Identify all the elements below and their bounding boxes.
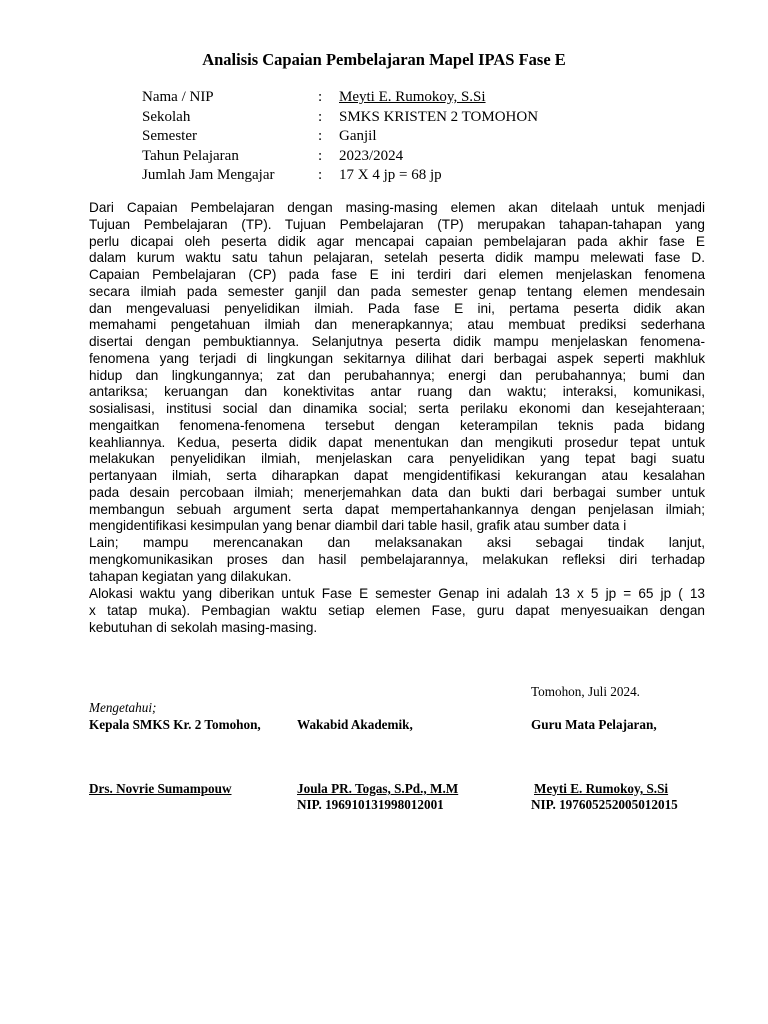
- info-value: 2023/2024: [339, 147, 404, 164]
- paragraph-line: x tatap muka). Pembagian waktu setiap elemen Fase, guru dapat menyesuaikan dengan: [89, 602, 705, 618]
- paragraph-line: sosialisasi, institusi social dan dinamika social; serta perilaku ekonomi dan kesejahteraan;: [89, 401, 705, 416]
- paragraph-line: perlu dicapai oleh peserta didik agar mencapai capaian pembelajaran pada akhir fase E: [89, 233, 705, 249]
- info-colon: :: [318, 108, 323, 125]
- signature-date: Tomohon, Juli 2024.: [531, 684, 640, 699]
- paragraph-line: keahliannya. Kedua, peserta didik dapat menentukan dan mengikuti prosedur tepat untuk: [89, 434, 705, 450]
- paragraph-line: Tujuan Pembelajaran (TP). Tujuan Pembelajaran (TP) merupakan tahapan-tahapan yang: [89, 216, 705, 232]
- info-label: Nama / NIP: [142, 89, 214, 105]
- paragraph-line: memahami pengetahuan ilmiah dan menerapkannya; atau membuat prediksi sederhana: [89, 317, 705, 333]
- info-row-jumlah-jam: [142, 166, 538, 186]
- guru-name: Meyti E. Rumokoy, S.Si: [534, 781, 669, 796]
- info-label: Semester: [142, 128, 197, 144]
- paragraph-line: secara ilmiah pada semester ganjil dan pada semester genap tentang elemen mendesain: [89, 283, 705, 299]
- paragraph-line: antariksa; keruangan dan konektivitas antar ruang dan waktu; interaksi, komunikasi,: [89, 384, 705, 400]
- paragraph-line: membangun sebuah argument serta dapat mempertahankannya dengan penjelasan ilmiah;: [89, 501, 705, 517]
- info-value: Ganjil: [339, 128, 377, 144]
- identity-block: [142, 88, 538, 186]
- info-row-semester: [142, 127, 538, 147]
- wakabid-name: Joula PR. Togas, S.Pd., M.M: [297, 781, 459, 796]
- info-row-nama: [142, 88, 538, 108]
- paragraph-line: Capaian Pembelajaran (CP) pada fase E ini terdiri dari elemen menjelaskan fenomena: [89, 267, 705, 282]
- document-title: Analisis Capaian Pembelajaran Mapel IPAS Fase E: [202, 50, 566, 69]
- paragraph-line: disertai dengan pembuktiannya. Selanjutnya peserta didik mampu menjelaskan fenomena-: [89, 334, 705, 349]
- paragraph-line: hidup dan lingkungannya; zat dan perubahannya; energi dan perubahannya; bumi dan: [89, 367, 705, 383]
- info-row-sekolah: [142, 108, 538, 128]
- paragraph-line: mengidentifikasi kesimpulan yang benar diambil dari table hasil, grafik atau sumber data i: [89, 518, 627, 534]
- guru-role: Guru Mata Pelajaran,: [531, 717, 657, 732]
- kepala-sekolah-role: Kepala SMKS Kr. 2 Tomohon,: [89, 717, 261, 732]
- paragraph-line: melakukan penyelidikan ilmiah, menjelaskan cara penyelidikan yang tepat bagi suatu: [89, 451, 705, 467]
- paragraph-line: Alokasi waktu yang diberikan untuk Fase E semester Genap ini adalah 13 x 5 jp = 65 jp ( 13: [89, 586, 705, 601]
- info-value: 17 X 4 jp = 68 jp: [339, 167, 442, 183]
- mengetahui-label: Mengetahui;: [89, 700, 157, 715]
- paragraph-line: kebutuhan di sekolah masing-masing.: [89, 619, 318, 635]
- info-value: Meyti E. Rumokoy, S.Si: [339, 89, 486, 105]
- paragraph-line: mengkomunikasikan proses dan hasil pembelajarannya, melakukan refleksi diri terhadap: [89, 551, 705, 567]
- info-label: Jumlah Jam Mengajar: [142, 167, 275, 183]
- info-value: SMKS KRISTEN 2 TOMOHON: [339, 108, 539, 125]
- info-label: Sekolah: [142, 108, 191, 125]
- kepala-sekolah-name: Drs. Novrie Sumampouw: [89, 781, 232, 796]
- info-row-tahun-pelajaran: [142, 147, 538, 167]
- wakabid-role: Wakabid Akademik,: [297, 717, 413, 732]
- paragraph-line: Dari Capaian Pembelajaran dengan masing-masing elemen akan ditelaah untuk menjadi: [89, 200, 705, 215]
- info-label: Tahun Pelajaran: [142, 147, 239, 164]
- info-colon: :: [318, 147, 323, 164]
- guru-nip: NIP. 197605252005012015: [531, 797, 678, 812]
- paragraph-line: pertanyaan ilmiah, serta diharapkan dapat mengidentifikasi kekurangan atau kesalahan: [89, 468, 705, 483]
- paragraph-line: fenomena yang terjadi di lingkungan sekitarnya dilihat dari berbagai aspek seperti makhluk: [89, 350, 705, 366]
- paragraph-line: tahapan kegiatan yang dilakukan.: [89, 568, 292, 584]
- paragraph-capaian: [89, 200, 705, 585]
- wakabid-nip: NIP. 196910131998012001: [297, 797, 444, 812]
- paragraph-line: dan mengevaluasi penyelidikan ilmiah. Pada fase E ini, pertama peserta didik akan: [89, 300, 705, 316]
- info-colon: :: [318, 89, 323, 105]
- paragraph-line: mengaitkan fenomena-fenomena tersebut dengan keterampilan teknis pada bidang: [89, 417, 705, 433]
- paragraph-line: dalam kurum waktu satu tahun pelajaran, setelah peserta didik mampu melewati fase D.: [89, 250, 705, 266]
- info-colon: :: [318, 167, 323, 183]
- paragraph-line: Lain; mampu merencanakan dan melaksanakan aksi sebagai tindak lanjut,: [89, 535, 705, 550]
- paragraph-line: pada desain percobaan ilmiah; menerjemahkan data dan bukti dari berbagai sumber untuk: [89, 484, 705, 500]
- info-colon: :: [318, 128, 323, 144]
- paragraph-alokasi-waktu: [89, 586, 705, 636]
